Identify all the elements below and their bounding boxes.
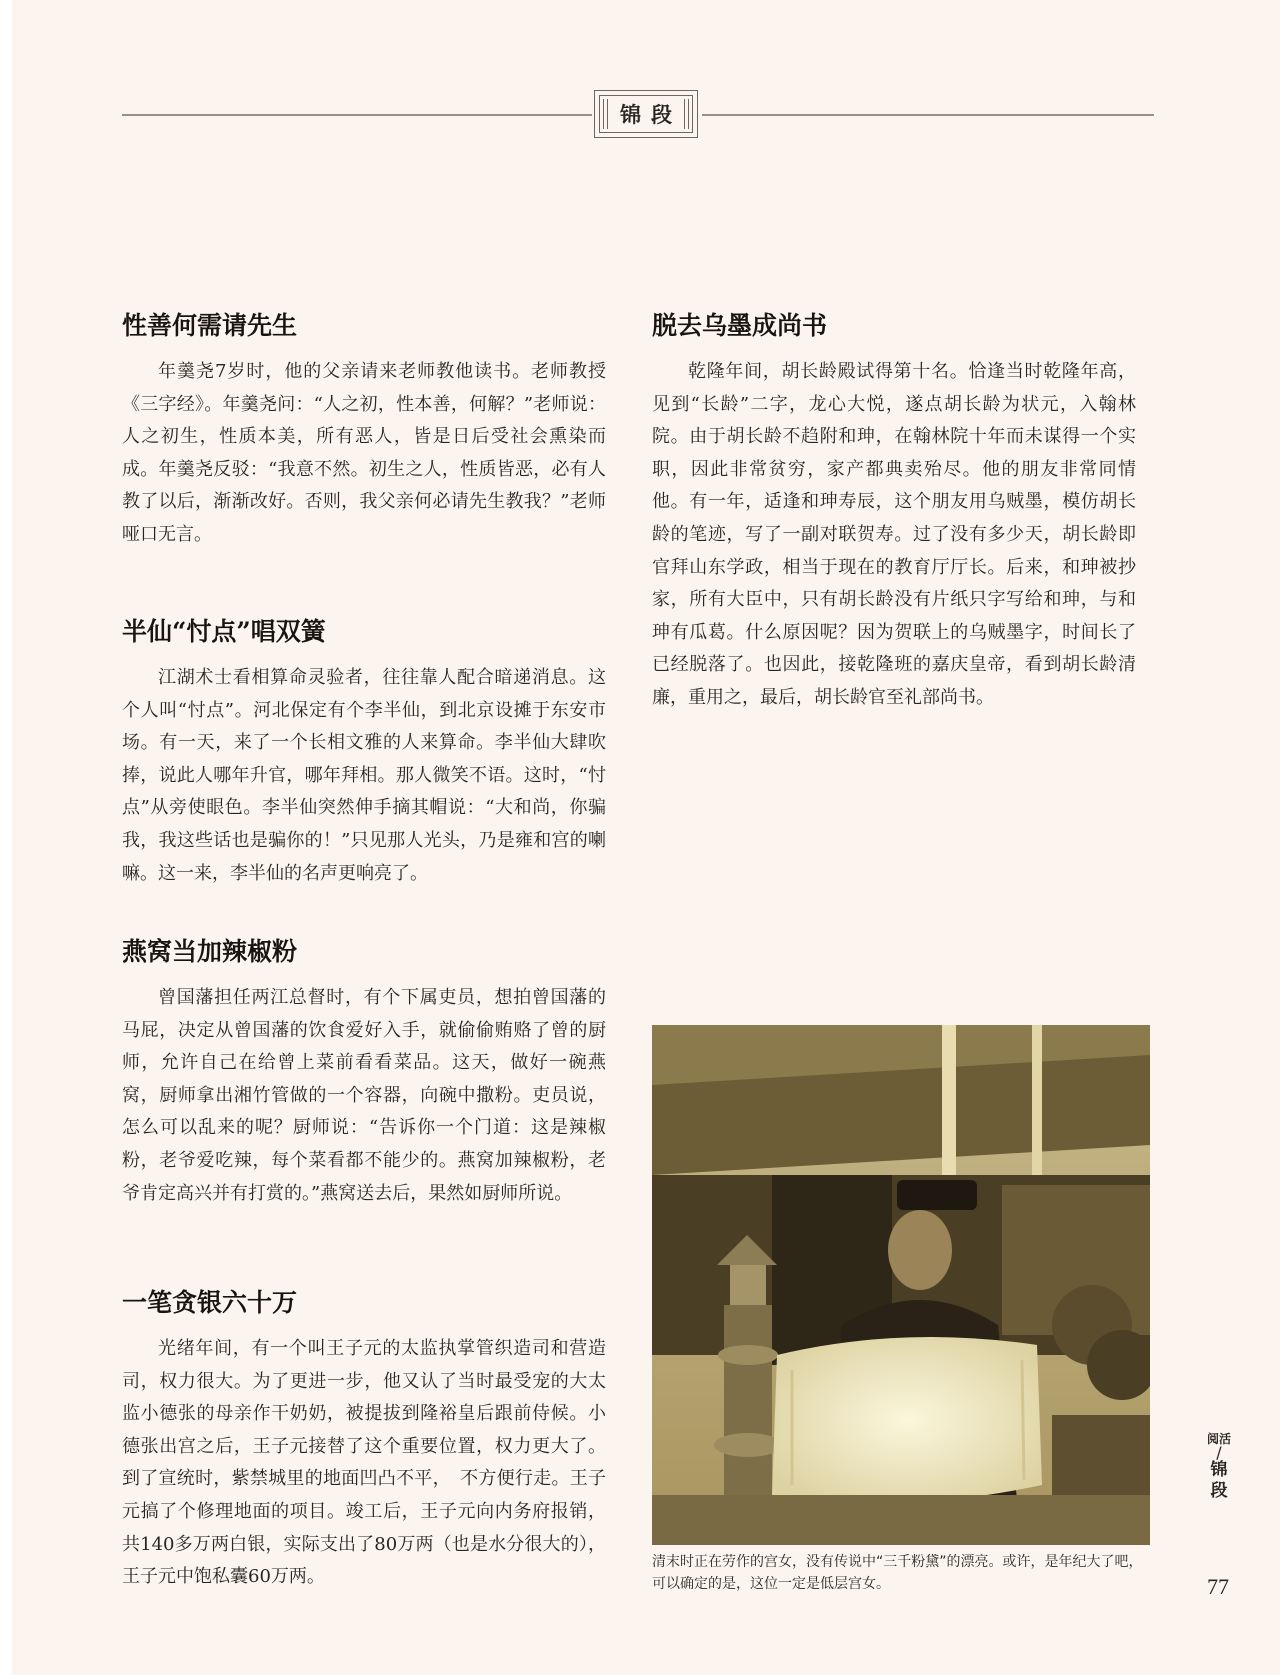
article-body: 江湖术士看相算命灵验者，往往靠人配合暗递消息。这个人叫“忖点”。河北保定有个李半仙，到北京设摊于东安市场。有一天，来了一个长相文雅的人来算命。李半仙大肆吹捧，说此人哪年升官，哪年拜相。那人微笑不语。这时，“忖点”从旁使眼色。李半仙突然伸手摘其帽说：“大和尚，你骗我，我这些话也是骗你的！”只见那人光头，乃是雍和宫的喇嘛。这一来，李半仙的名声更响亮了。	[122, 667, 606, 884]
brand-top: 阅活	[1207, 1432, 1232, 1446]
photo-caption: 清末时正在劳作的宫女，没有传说中“三千粉黛”的漂亮。或许，是年纪大了吧，可以确定的是，这位一定是低层宫女。	[652, 1554, 1143, 1592]
brand-slash: /	[1216, 1443, 1222, 1462]
article-title: 半仙“忖点”唱双簧	[122, 617, 326, 646]
article-title: 性善何需请先生	[122, 311, 298, 340]
article-title: 一笔贪银六十万	[122, 1288, 298, 1317]
article-title: 燕窝当加辣椒粉	[122, 937, 298, 966]
article-eunuch-embezzlement	[122, 1285, 606, 1594]
article-temperament	[122, 308, 606, 552]
palace-maid-photo	[652, 1025, 1150, 1545]
article-minister	[652, 308, 1136, 715]
column-title: 锦段	[620, 102, 682, 127]
magazine-page	[12, 0, 1280, 1675]
article-body: 曾国藩担任两江总督时，有个下属吏员，想拍曾国藩的马屁，决定从曾国藩的饮食爱好入手，就偷偷贿赂了曾的厨师，允许自己在给曾上菜前看看菜品。这天，做好一碗燕窝，厨师拿出湘竹管做的一个容器，向碗中撒粉。吏员说，怎么可以乱来的呢？厨师说：“告诉你一个门道：这是辣椒粉，老爷爱吃辣，每个菜看都不能少的。燕窝加辣椒粉，老爷肯定高兴并有打赏的。”燕窝送去后，果然如厨师所说。	[122, 987, 606, 1204]
column-header-inner-frame	[599, 95, 693, 133]
column-header-frame	[594, 90, 698, 138]
article-title: 脱去乌墨成尚书	[652, 311, 828, 340]
header-rule-left	[122, 114, 592, 116]
article-fortune-teller	[122, 614, 606, 890]
article-body: 年羹尧7岁时，他的父亲请来老师教他读书。老师教授《三字经》。年羹尧问：“人之初，性本善，何解？”老师说：人之初生，性质本美，所有恶人，皆是日后受社会熏染而成。年羹尧反驳：“我意不然。初生之人，性质皆恶，必有人教了以后，渐渐改好。否则，我父亲何必请先生教我？”老师哑口无言。	[122, 361, 606, 545]
article-body: 光绪年间，有一个叫王子元的太监执掌管织造司和营造司，权力很大。为了更进一步，他又认了当时最受宠的大太监小德张的母亲作干奶奶，被提拔到隆裕皇后跟前侍候。小德张出宫之后，王子元接替了这个重要位置，权力更大了。到了宣统时，紫禁城里的地面凹凸不平， 不方便行走。王子元搞了个修理地面的项目。竣工后，王子元向内务府报销，共140多万两白银，实际支出了80万两（也是水分很大的），王子元中饱私囊60万两。	[122, 1338, 606, 1588]
magazine-brand	[1207, 1432, 1231, 1502]
article-birds-nest	[122, 934, 606, 1210]
page-number: 77	[1207, 1574, 1229, 1599]
article-body: 乾隆年间，胡长龄殿试得第十名。恰逢当时乾隆年高，见到“长龄”二字，龙心大悦，遂点胡长龄为状元，入翰林院。由于胡长龄不趋附和珅，在翰林院十年而未谋得一个实职，因此非常贫穷，家产都典卖殆尽。他的朋友非常同情他。有一年，适逢和珅寿辰，这个朋友用乌贼墨，模仿胡长龄的笔迹，写了一副对联贺寿。过了没有多少天，胡长龄即官拜山东学政，相当于现在的教育厅厅长。后来，和珅被抄家，所有大臣中，只有胡长龄没有片纸只字写给和珅，与和珅有瓜葛。什么原因呢？因为贺联上的乌贼墨字，时间长了已经脱落了。也因此，接乾隆班的嘉庆皇帝，看到胡长龄清廉，重用之，最后，胡长龄官至礼部尚书。	[652, 361, 1136, 708]
brand-bottom: 锦段	[1210, 1460, 1228, 1501]
header-rule-right	[702, 114, 1154, 116]
